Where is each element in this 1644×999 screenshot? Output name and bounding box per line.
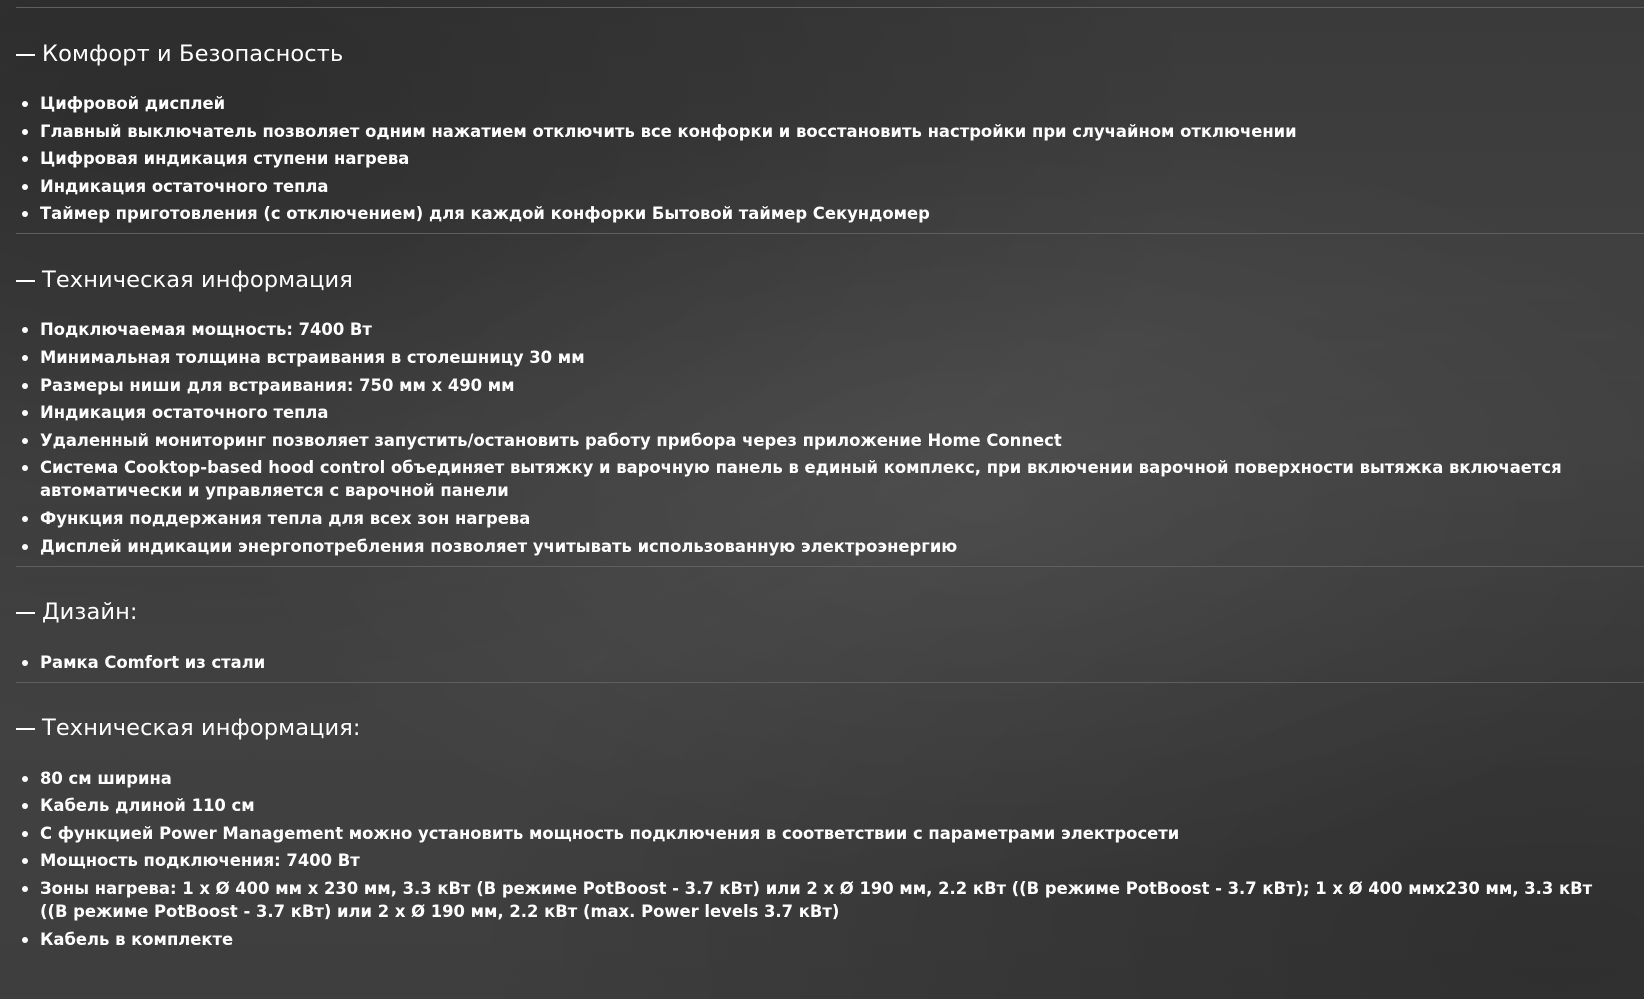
- list-item: 80 см ширина: [16, 767, 1644, 790]
- list-item: Кабель в комплекте: [16, 928, 1644, 951]
- list-item: Индикация остаточного тепла: [16, 401, 1644, 424]
- section-header-toggle[interactable]: [16, 712, 1644, 745]
- list-item: Подключаемая мощность: 7400 Вт: [16, 318, 1644, 341]
- list-item: Таймер приготовления (с отключением) для каждой конфорки Бытовой таймер Секундомер: [16, 202, 1644, 225]
- list-item: Удаленный мониторинг позволяет запустить/остановить работу прибора через приложение Home Connect: [16, 429, 1644, 452]
- list-item: Рамка Comfort из стали: [16, 651, 1644, 674]
- section-title: Техническая информация: [42, 266, 353, 293]
- feature-list: [16, 92, 1644, 233]
- list-item: Размеры ниши для встраивания: 750 мм x 490 мм: [16, 374, 1644, 397]
- list-item: Индикация остаточного тепла: [16, 175, 1644, 198]
- spec-content: [16, 8, 1644, 959]
- section-header-toggle[interactable]: [16, 596, 1644, 629]
- section-technical-info: [16, 263, 1644, 566]
- list-item: Мощность подключения: 7400 Вт: [16, 849, 1644, 872]
- section-design: [16, 596, 1644, 683]
- feature-list: [16, 318, 1644, 565]
- collapse-dash-icon: [16, 612, 35, 614]
- section-title: Комфорт и Безопасность: [42, 40, 344, 67]
- list-item: Минимальная толщина встраивания в столешницу 30 мм: [16, 346, 1644, 369]
- list-item: Цифровой дисплей: [16, 92, 1644, 115]
- section-comfort-safety: [16, 37, 1644, 234]
- list-item: Функция поддержания тепла для всех зон нагрева: [16, 507, 1644, 530]
- feature-list: [16, 767, 1644, 959]
- list-item: Цифровая индикация ступени нагрева: [16, 147, 1644, 170]
- collapse-dash-icon: [16, 728, 35, 730]
- list-item: Дисплей индикации энергопотребления позволяет учитывать использованную электроэнергию: [16, 535, 1644, 558]
- list-item: Зоны нагрева: 1 x Ø 400 мм x 230 мм, 3.3 кВт (В режиме PotBoost - 3.7 кВт) или 2 x Ø 190 мм, 2.2 кВт ((В режиме PotBoost - 3.7 кВт); 1 x Ø 400 ммx230 мм, 3.3 кВт ((В режиме PotBoost - 3.7 кВт) или 2 x Ø 190 мм, 2.2 кВт (max. Power levels 3.7 кВт): [16, 877, 1644, 923]
- feature-list: [16, 651, 1644, 682]
- collapse-dash-icon: [16, 280, 35, 282]
- list-item: Главный выключатель позволяет одним нажатием отключить все конфорки и восстановить настройки при случайном отключении: [16, 120, 1644, 143]
- list-item: С функцией Power Management можно установить мощность подключения в соответствии с параметрами электросети: [16, 822, 1644, 845]
- collapse-dash-icon: [16, 54, 35, 56]
- section-title: Дизайн:: [42, 599, 138, 626]
- section-technical-info-2: [16, 712, 1644, 959]
- list-item: Кабель длиной 110 см: [16, 794, 1644, 817]
- section-header-toggle[interactable]: [16, 263, 1644, 296]
- list-item: Система Cooktop-based hood control объединяет вытяжку и варочную панель в единый комплекс, при включении варочной поверхности вытяжка включается автоматически и управляется с варочной панели: [16, 456, 1644, 502]
- section-header-toggle[interactable]: [16, 37, 1644, 70]
- section-title: Техническая информация:: [42, 715, 361, 742]
